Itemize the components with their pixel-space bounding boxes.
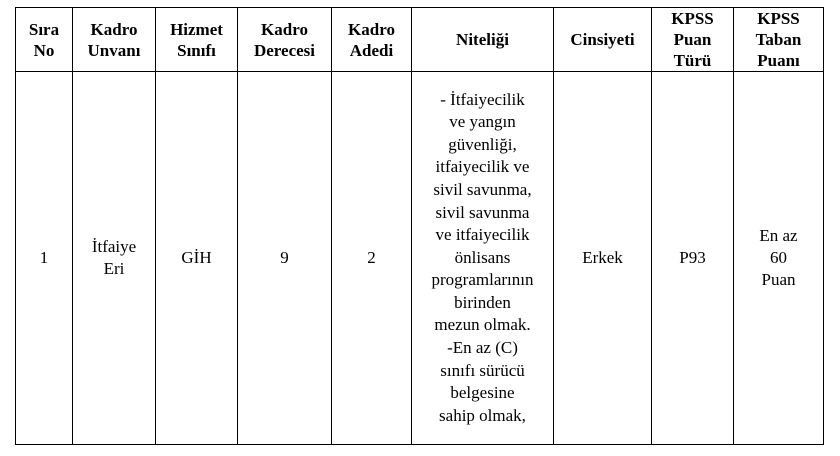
table-row: [16, 72, 824, 445]
cell-kpss-taban-puani: En az 60 Puan: [734, 72, 824, 445]
header-kadro-adedi: Kadro Adedi: [332, 8, 412, 72]
header-row: [16, 8, 824, 72]
header-kpss-taban-puani: KPSS Taban Puanı: [734, 8, 824, 72]
cell-kadro-adedi: 2: [332, 72, 412, 445]
header-hizmet-sinifi: Hizmet Sınıfı: [156, 8, 238, 72]
cell-niteligi: - İtfaiyecilik ve yangın güvenliği, itfaiyecilik ve sivil savunma, sivil savunma ve itfaiyecilik önlisans programlarının birinden mezun olmak. -En az (C) sınıfı sürücü belgesine sahip olmak,: [412, 72, 554, 445]
cell-kadro-derecesi: 9: [238, 72, 332, 445]
header-sira-no: Sıra No: [16, 8, 73, 72]
cell-kadro-unvani: İtfaiye Eri: [73, 72, 156, 445]
header-kpss-puan-turu: KPSS Puan Türü: [652, 8, 734, 72]
cell-hizmet-sinifi: GİH: [156, 72, 238, 445]
header-niteligi: Niteliği: [412, 8, 554, 72]
cell-cinsiyeti: Erkek: [554, 72, 652, 445]
header-kadro-unvani: Kadro Unvanı: [73, 8, 156, 72]
header-cinsiyeti: Cinsiyeti: [554, 8, 652, 72]
cell-sira-no: 1: [16, 72, 73, 445]
header-kadro-derecesi: Kadro Derecesi: [238, 8, 332, 72]
staff-position-table: [15, 7, 824, 445]
cell-kpss-puan-turu: P93: [652, 72, 734, 445]
